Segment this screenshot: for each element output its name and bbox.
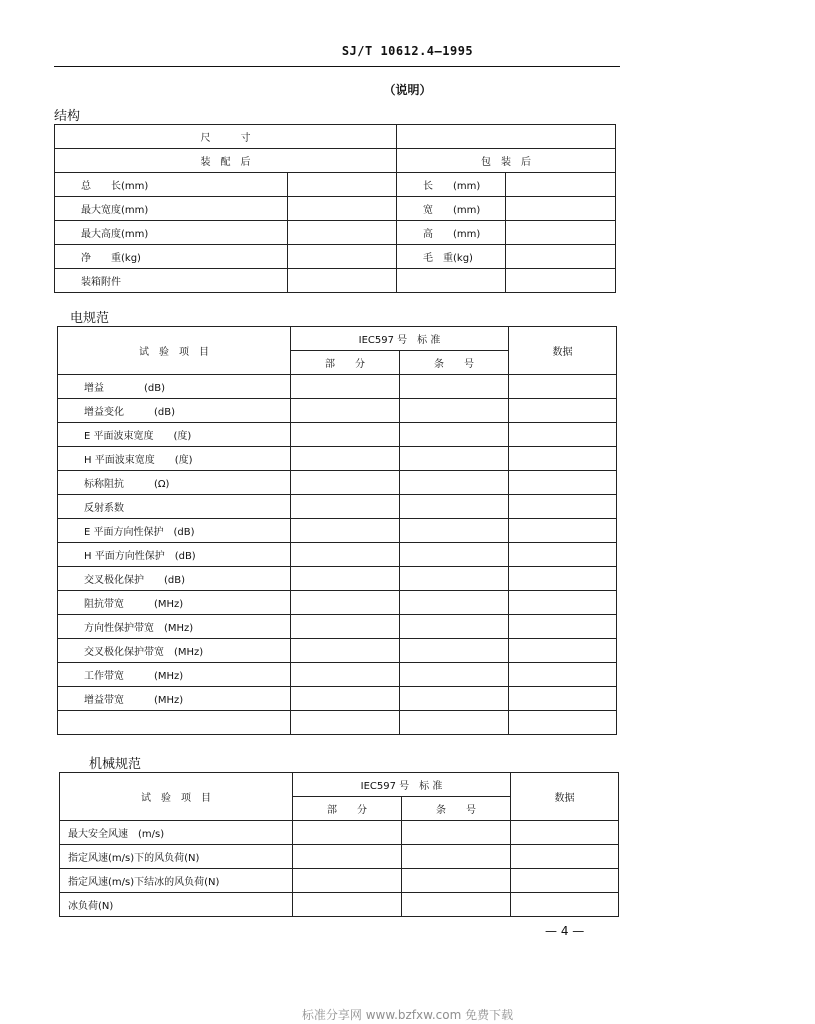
test-item-label: 指定风速(m/s)下结冰的风负荷(N) <box>60 869 293 893</box>
value-cell <box>400 471 509 495</box>
mechanical-header-row <box>60 773 619 797</box>
test-item-label: 阻抗带宽 (MHz) <box>58 591 291 615</box>
value-cell <box>291 375 400 399</box>
value-cell <box>291 399 400 423</box>
value-cell <box>400 591 509 615</box>
test-item-label: H 平面波束宽度 (度) <box>58 447 291 471</box>
watermark: 标准分享网 www.bzfxw.com 免费下载 <box>301 1008 514 1022</box>
value-cell <box>291 423 400 447</box>
value-cell <box>400 663 509 687</box>
test-item-header: 试 验 项 目 <box>60 773 293 821</box>
table-row <box>58 471 617 495</box>
test-item-label: 增益变化 (dB) <box>58 399 291 423</box>
value-cell <box>288 173 397 197</box>
value-cell <box>402 845 511 869</box>
structure-heading: 结构 <box>54 109 81 124</box>
row-label: 总 长(mm) <box>55 173 288 197</box>
value-cell <box>402 869 511 893</box>
table-row <box>58 375 617 399</box>
data-header: 数据 <box>511 773 619 821</box>
value-cell <box>509 711 617 735</box>
value-cell <box>400 375 509 399</box>
value-cell <box>400 447 509 471</box>
test-item-label: E 平面方向性保护 (dB) <box>58 519 291 543</box>
table-row <box>58 567 617 591</box>
electrical-table <box>57 326 617 735</box>
mechanical-table <box>59 772 619 917</box>
value-cell <box>402 893 511 917</box>
test-item-header: 试 验 项 目 <box>58 327 291 375</box>
value-cell <box>291 591 400 615</box>
clause-header: 条 号 <box>400 351 509 375</box>
table-row <box>58 591 617 615</box>
page-number: — 4 — <box>545 924 585 938</box>
test-item-label: H 平面方向性保护 (dB) <box>58 543 291 567</box>
iec-standard-header: IEC597 号 标 准 <box>291 327 509 351</box>
row-label: 装箱附件 <box>55 269 288 293</box>
test-item-label: 最大安全风速 (m/s) <box>60 821 293 845</box>
value-cell <box>400 567 509 591</box>
value-cell <box>511 821 619 845</box>
table-row <box>55 221 616 245</box>
value-cell <box>400 495 509 519</box>
pkg-label: 长 (mm) <box>397 173 506 197</box>
dimension-header-blank <box>397 125 616 149</box>
value-cell <box>400 423 509 447</box>
packaged-header: 包 装 后 <box>397 149 616 173</box>
value-cell <box>291 495 400 519</box>
value-cell <box>291 615 400 639</box>
table-row <box>58 639 617 663</box>
data-header: 数据 <box>509 327 617 375</box>
value-cell <box>291 639 400 663</box>
value-cell <box>511 845 619 869</box>
value-cell <box>506 221 616 245</box>
value-cell <box>509 447 617 471</box>
table-row <box>58 495 617 519</box>
table-row <box>58 543 617 567</box>
value-cell <box>288 269 397 293</box>
standard-code: SJ/T 10612.4—1995 <box>341 44 474 58</box>
test-item-label <box>58 711 291 735</box>
table-row <box>60 893 619 917</box>
value-cell <box>293 821 402 845</box>
header-rule <box>54 66 620 67</box>
value-cell <box>509 423 617 447</box>
table-row <box>60 821 619 845</box>
value-cell <box>400 711 509 735</box>
value-cell <box>506 173 616 197</box>
table-row <box>58 711 617 735</box>
value-cell <box>400 519 509 543</box>
test-item-label: 反射系数 <box>58 495 291 519</box>
iec-standard-header: IEC597 号 标 准 <box>293 773 511 797</box>
value-cell <box>288 197 397 221</box>
value-cell <box>291 471 400 495</box>
test-item-label: 交叉极化保护 (dB) <box>58 567 291 591</box>
value-cell <box>509 543 617 567</box>
structure-subheader-row <box>55 149 616 173</box>
pkg-label: 毛 重(kg) <box>397 245 506 269</box>
pkg-label <box>397 269 506 293</box>
table-row <box>58 615 617 639</box>
test-item-label: 指定风速(m/s)下的风负荷(N) <box>60 845 293 869</box>
value-cell <box>506 245 616 269</box>
electrical-header-row <box>58 327 617 351</box>
assembled-header: 装 配 后 <box>55 149 397 173</box>
value-cell <box>509 399 617 423</box>
pkg-label: 宽 (mm) <box>397 197 506 221</box>
table-row <box>55 269 616 293</box>
dimension-header: 尺 寸 <box>55 125 397 149</box>
value-cell <box>509 639 617 663</box>
table-row <box>58 663 617 687</box>
value-cell <box>400 399 509 423</box>
value-cell <box>291 519 400 543</box>
table-row <box>58 447 617 471</box>
value-cell <box>511 869 619 893</box>
value-cell <box>291 567 400 591</box>
row-label: 最大宽度(mm) <box>55 197 288 221</box>
table-row <box>58 519 617 543</box>
value-cell <box>291 447 400 471</box>
table-row <box>60 845 619 869</box>
value-cell <box>509 495 617 519</box>
test-item-label: 冰负荷(N) <box>60 893 293 917</box>
clause-header: 条 号 <box>402 797 511 821</box>
value-cell <box>509 687 617 711</box>
test-item-label: 增益带宽 (MHz) <box>58 687 291 711</box>
value-cell <box>506 197 616 221</box>
table-row <box>55 245 616 269</box>
structure-table <box>54 124 616 293</box>
value-cell <box>400 615 509 639</box>
value-cell <box>509 375 617 399</box>
value-cell <box>509 591 617 615</box>
test-item-label: 工作带宽 (MHz) <box>58 663 291 687</box>
value-cell <box>293 893 402 917</box>
value-cell <box>291 543 400 567</box>
value-cell <box>291 687 400 711</box>
table-row <box>58 687 617 711</box>
test-item-label: 增益 (dB) <box>58 375 291 399</box>
value-cell <box>293 869 402 893</box>
mechanical-heading: 机械规范 <box>89 757 142 772</box>
structure-header-row <box>55 125 616 149</box>
test-item-label: 方向性保护带宽 (MHz) <box>58 615 291 639</box>
pkg-label: 高 (mm) <box>397 221 506 245</box>
value-cell <box>509 567 617 591</box>
test-item-label: 标称阻抗 (Ω) <box>58 471 291 495</box>
value-cell <box>509 471 617 495</box>
part-header: 部 分 <box>291 351 400 375</box>
table-row <box>55 173 616 197</box>
test-item-label: E 平面波束宽度 (度) <box>58 423 291 447</box>
row-label: 净 重(kg) <box>55 245 288 269</box>
table-row <box>55 197 616 221</box>
value-cell <box>400 639 509 663</box>
value-cell <box>402 821 511 845</box>
electrical-heading: 电规范 <box>70 311 110 326</box>
part-header: 部 分 <box>293 797 402 821</box>
table-row <box>58 423 617 447</box>
value-cell <box>288 245 397 269</box>
test-item-label: 交叉极化保护带宽 (MHz) <box>58 639 291 663</box>
value-cell <box>509 519 617 543</box>
value-cell <box>291 711 400 735</box>
value-cell <box>511 893 619 917</box>
row-label: 最大高度(mm) <box>55 221 288 245</box>
value-cell <box>400 543 509 567</box>
page-subtitle: （说明） <box>383 83 432 97</box>
value-cell <box>293 845 402 869</box>
value-cell <box>288 221 397 245</box>
value-cell <box>506 269 616 293</box>
value-cell <box>400 687 509 711</box>
table-row <box>60 869 619 893</box>
value-cell <box>291 663 400 687</box>
value-cell <box>509 663 617 687</box>
table-row <box>58 399 617 423</box>
value-cell <box>509 615 617 639</box>
